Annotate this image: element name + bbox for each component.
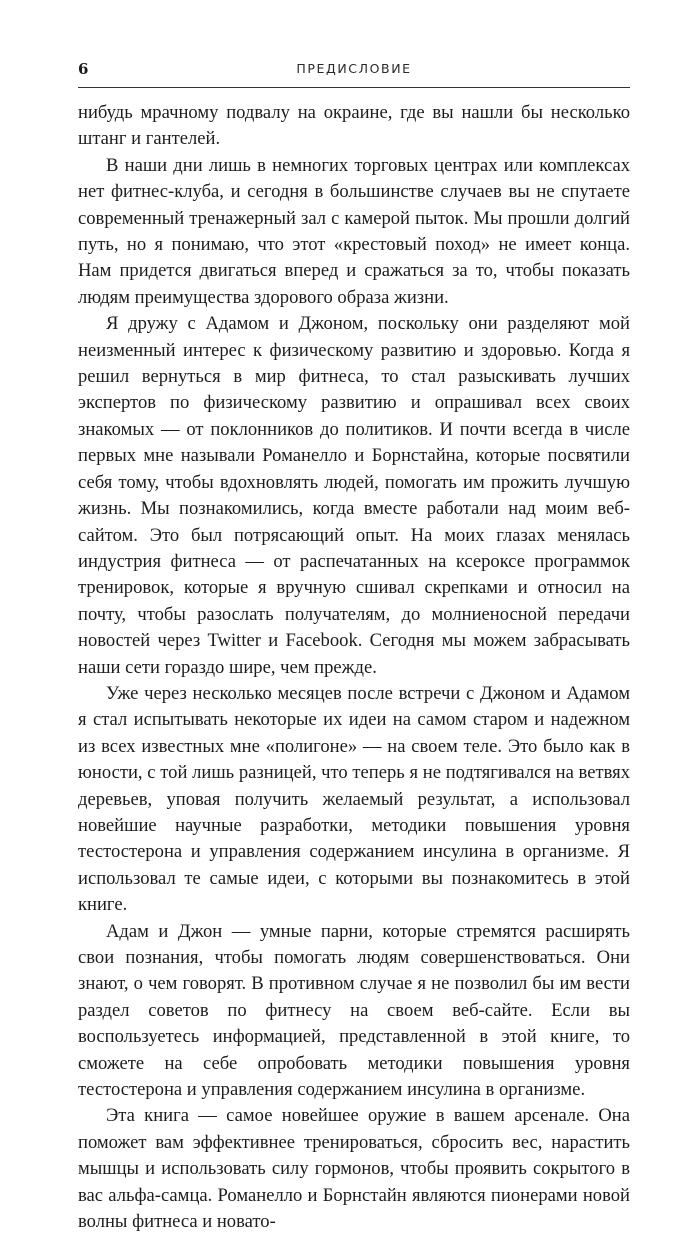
body-text	[78, 100, 630, 1235]
page-header	[78, 58, 630, 82]
running-head: ПРЕДИСЛОВИЕ	[296, 61, 412, 76]
paragraph: Эта книга — самое новейшее оружие в вашем арсенале. Она поможет вам эффективнее тренироваться, сбросить вес, нарастить мышцы и использовать силу гормонов, чтобы проявить сокрытого в вас альфа-самца. Романелло и Борнстайн являются пионерами новой волны фитнеса и новато-	[78, 1105, 630, 1233]
paragraph: Я дружу с Адамом и Джоном, поскольку они разделяют мой неизменный интерес к физическому развитию и здоровью. Когда я решил вернуться в мир фитнеса, то стал разыскивать лучших экспертов по физическому развитию и опрашивал всех своих знакомых — от поклонников до политиков. И почти всегда в числе первых мне называли Романелло и Борнстайна, которые посвятили себя тому, чтобы вдохновлять людей, помогать им прожить лучшую жизнь. Мы познакомились, когда вместе работали над моим веб-сайтом. Это был потрясающий опыт. На моих глазах менялась индустрия фитнеса — от распечатанных на ксероксе программок тренировок, которые я вручную сшивал скрепками и относил на почту, чтобы разослать получателям, до молниеносной передачи новостей через Twitter и Facebook. Сегодня мы можем забрасывать наши сети гораздо шире, чем прежде.	[78, 313, 630, 678]
paragraph: В наши дни лишь в немногих торговых центрах или комплексах нет фитнес-клуба, и сегодня в большинстве случаев вы не спутаете современный тренажерный зал с камерой пыток. Мы прошли долгий путь, но я понимаю, что этот «крестовый поход» не имеет конца. Нам придется двигаться вперед и сражаться за то, чтобы показать людям преимущества здорового образа жизни.	[78, 154, 630, 308]
paragraph: Уже через несколько месяцев после встречи с Джоном и Адамом я стал испытывать некоторые их идеи на самом старом и надежном из всех известных мне «полигоне» — на своем теле. Это было как в юности, с той лишь разницей, что теперь я не подтягивался на ветвях деревьев, уповая получить желаемый результат, а использовал новейшие научные разработки, методики повышения уровня тестостерона и управления содержанием инсулина в организме. Я использовал те самые идеи, с которыми вы познакомитесь в этой книге.	[78, 682, 630, 916]
header-rule	[78, 87, 630, 88]
paragraph: Адам и Джон — умные парни, которые стремятся расширять свои познания, чтобы помогать людям совершенствоваться. Они знают, о чем говорят. В противном случае я не позволил бы им вести раздел советов по фитнесу на своем веб-сайте. Если вы воспользуетесь информацией, представленной в этой книге, то сможете на себе опробовать методики повышения уровня тестостерона и управления содержанием инсулина в организме.	[78, 920, 630, 1101]
page-number: 6	[78, 60, 89, 78]
paragraph: нибудь мрачному подвалу на окраине, где вы нашли бы несколько штанг и гантелей.	[78, 102, 630, 150]
